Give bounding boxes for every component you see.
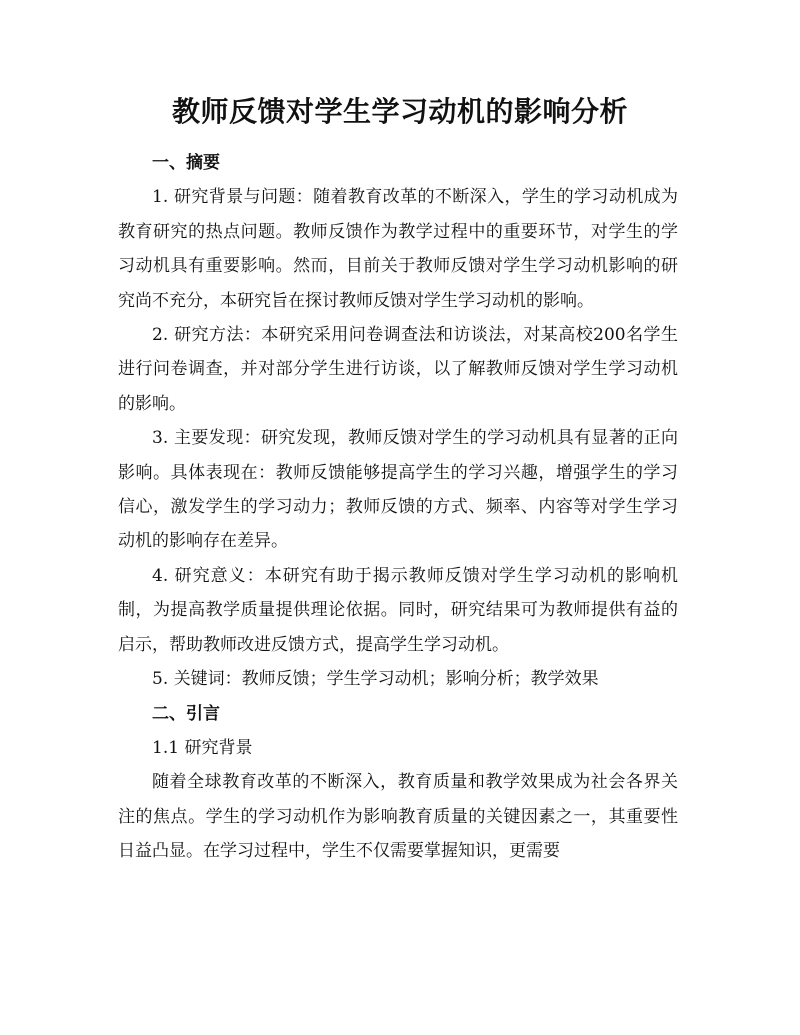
abstract-item-method: 2. 研究方法：本研究采用问卷调查法和访谈法，对某高校200名学生进行问卷调查，并对部分学生进行访谈，以了解教师反馈对学生学习动机的影响。 [118,325,678,414]
document-body [118,146,678,869]
abstract-heading: 一、摘要 [152,153,220,173]
document-title: 教师反馈对学生学习动机的影响分析 [171,95,628,128]
intro-subheading: 1.1 研究背景 [152,737,253,758]
abstract-item-keywords: 5. 关键词：教师反馈；学生学习动机；影响分析；教学效果 [152,669,599,690]
intro-paragraph: 随着全球教育改革的不断深入，教育质量和教学效果成为社会各界关注的焦点。学生的学习动机作为影响教育质量的关键因素之一，其重要性日益凸显。在学习过程中，学生不仅需要掌握知识，更需要 [118,772,678,862]
abstract-item-background: 1. 研究背景与问题：随着教育改革的不断深入，学生的学习动机成为教育研究的热点问题。教师反馈作为教学过程中的重要环节，对学生的学习动机具有重要影响。然而，目前关于教师反馈对学生学习动机影响的研究尚不充分，本研究旨在探讨教师反馈对学生学习动机的影响。 [118,187,678,311]
abstract-item-significance: 4. 研究意义：本研究有助于揭示教师反馈对学生学习动机的影响机制，为提高教学质量提供理论依据。同时，研究结果可为教师提供有益的启示，帮助教师改进反馈方式，提高学生学习动机。 [118,565,678,655]
abstract-item-findings: 3. 主要发现：研究发现，教师反馈对学生的学习动机具有显著的正向影响。具体表现在：教师反馈能够提高学生的学习兴趣，增强学生的学习信心，激发学生的学习动力；教师反馈的方式、频率、内容等对学生学习动机的影响存在差异。 [118,428,678,552]
intro-heading: 二、引言 [152,703,220,724]
